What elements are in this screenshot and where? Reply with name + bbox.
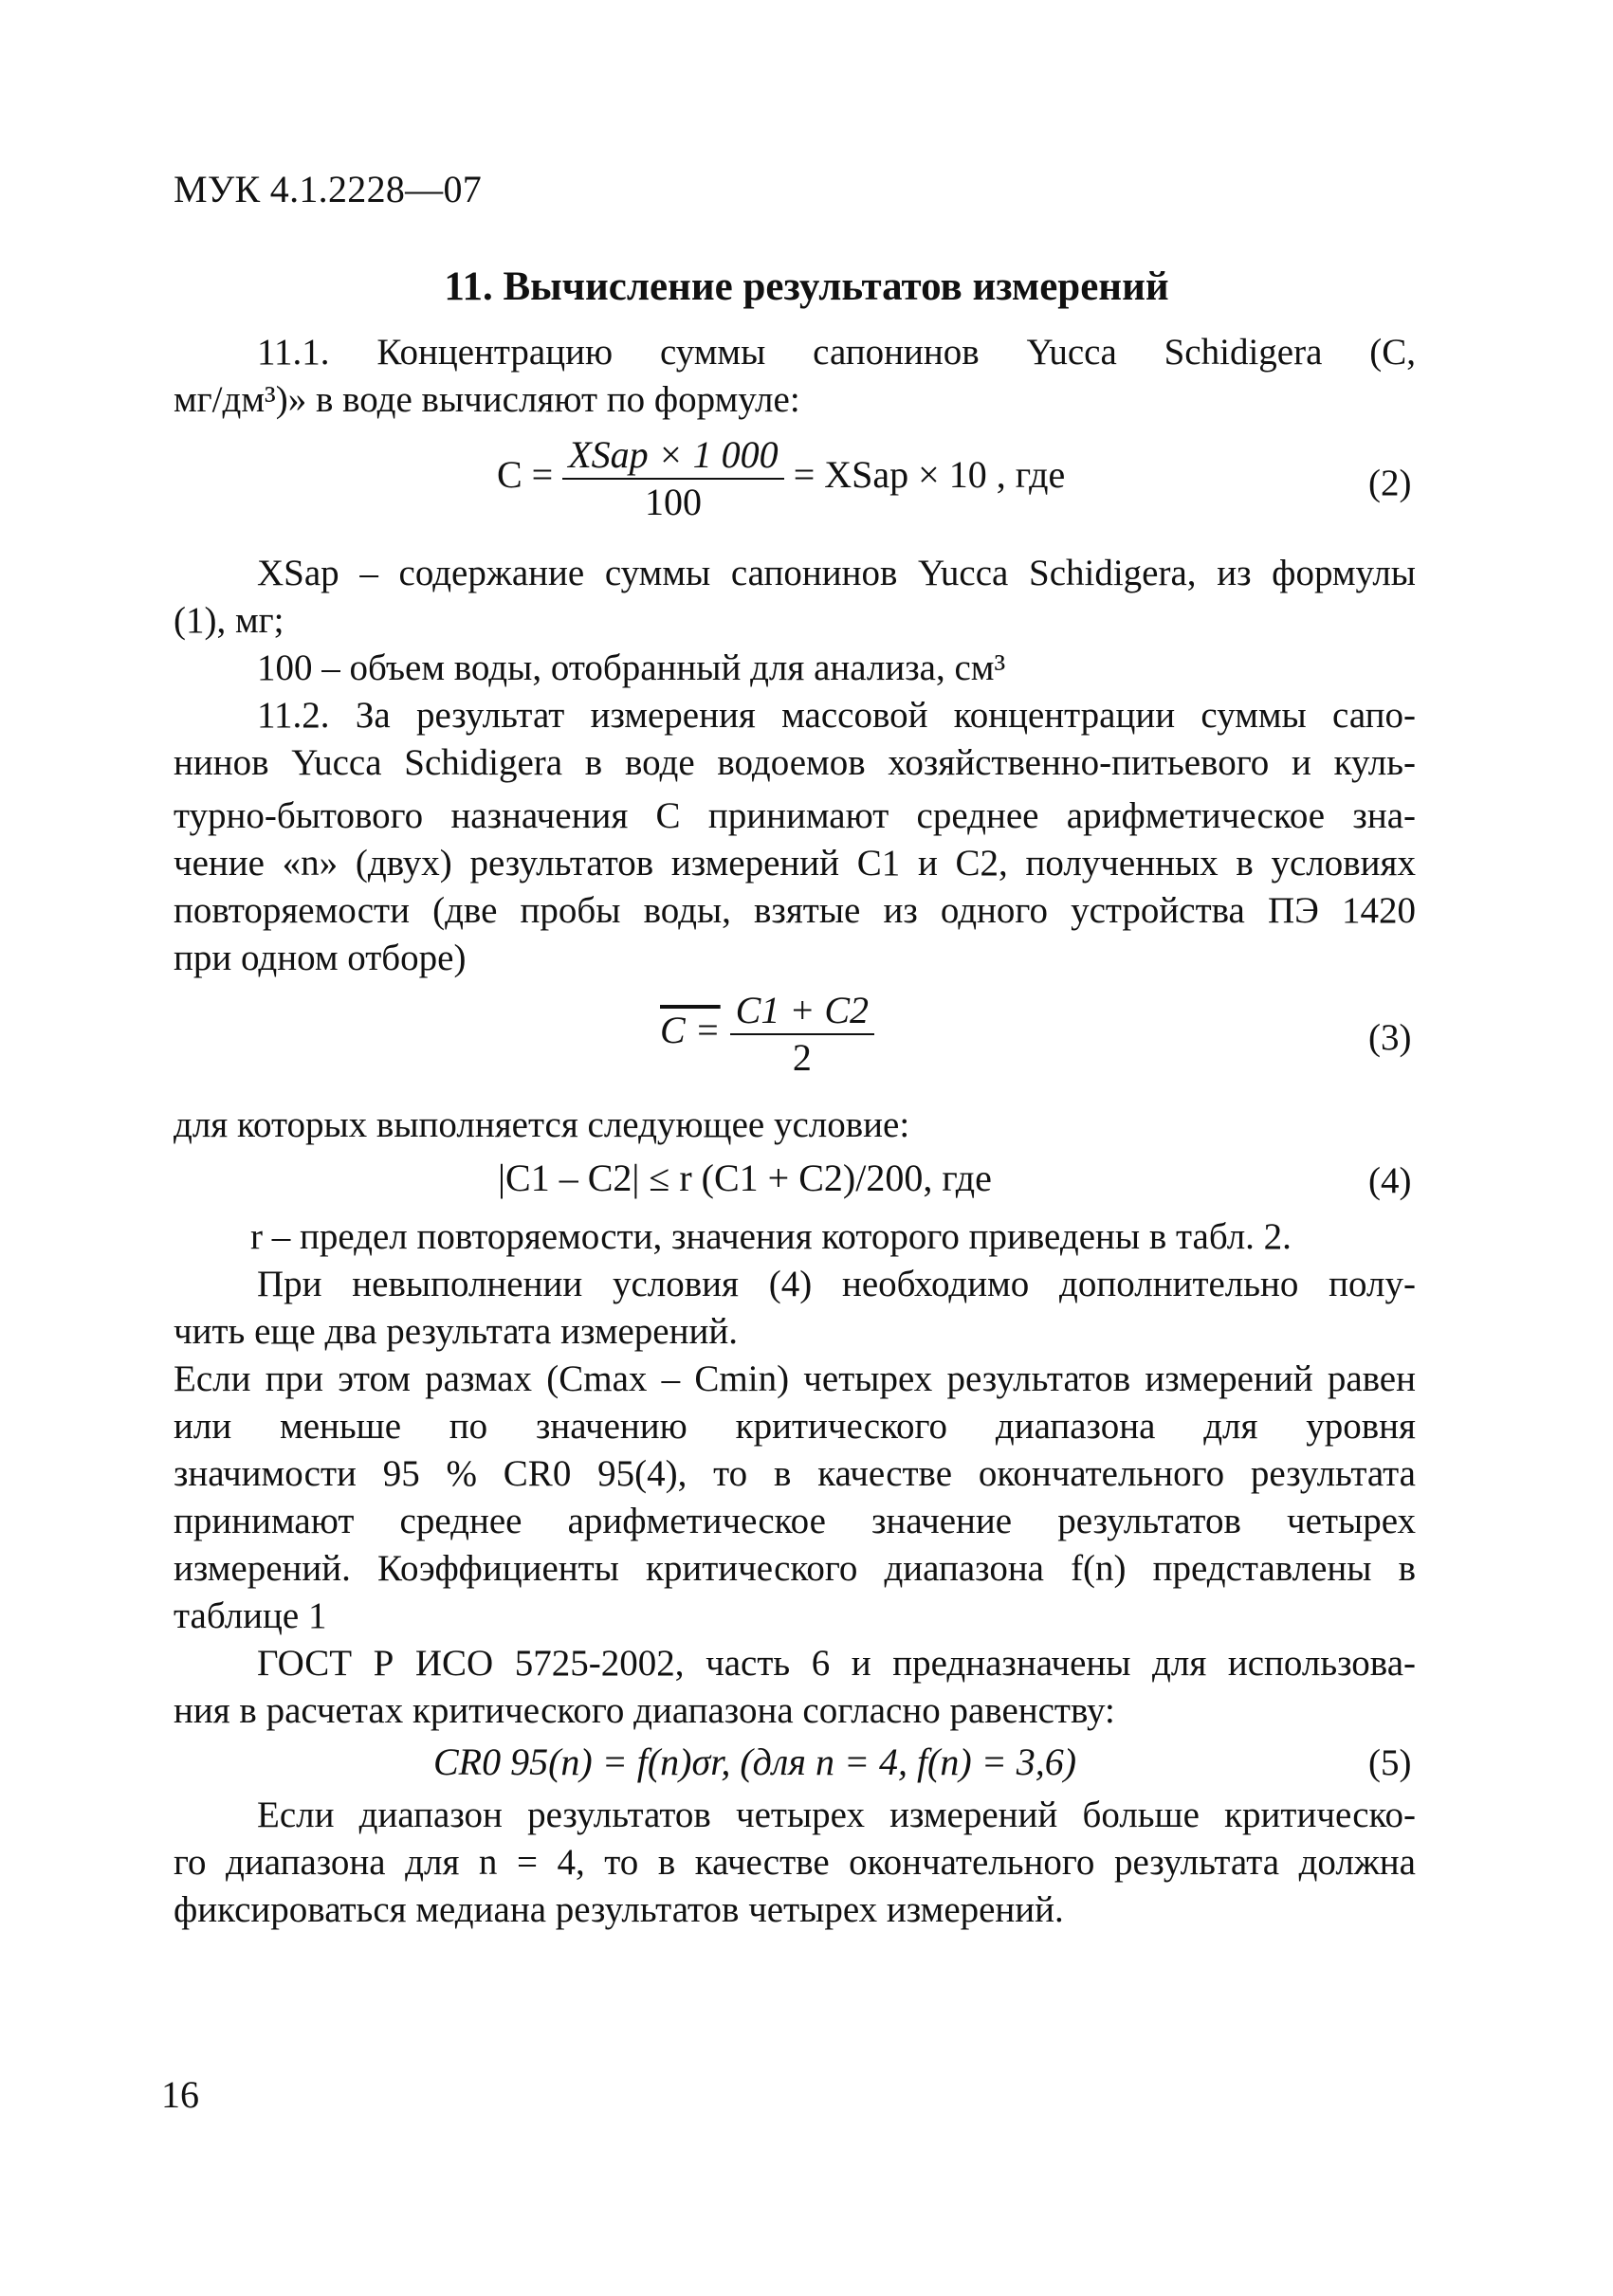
paragraph-4-line-4: принимают среднее арифметическое значение результатов четырех — [174, 1501, 1416, 1541]
formula-4-number: (4) — [1368, 1160, 1412, 1201]
formula-3-number: (3) — [1368, 1017, 1412, 1058]
paragraph-11-1-line-2: мг/дм³)» в воде вычисляют по формуле: — [174, 379, 800, 420]
paragraph-11-2-line-1: 11.2. За результат измерения массовой концентрации суммы сапо- — [257, 695, 1416, 736]
formula-2-lhs: C = — [497, 453, 554, 497]
formula-3-fraction — [730, 988, 874, 1081]
paragraph-11-1-line-1: 11.1. Концентрацию суммы сапонинов Yucca Schidigera (С, — [257, 332, 1416, 373]
formula-2-rhs: = XSap × 10 , где — [793, 453, 1066, 497]
paragraph-4-line-2: или меньше по значению критического диапазона для уровня — [174, 1406, 1416, 1447]
formula-5: CR0 95(n) = f(n)σr, (для n = 4, f(n) = 3,6) — [433, 1740, 1077, 1783]
formula-5-number: (5) — [1368, 1742, 1412, 1783]
paragraph-4-line-3: значимости 95 % CR0 95(4), то в качестве окончательного результата — [174, 1453, 1416, 1494]
formula-2-numerator: XSap × 1 000 — [568, 433, 779, 476]
formula-2-number: (2) — [1368, 463, 1412, 503]
paragraph-4-line-5: измерений. Коэффициенты критического диапазона f(n) представлены в — [174, 1548, 1416, 1589]
paragraph-6-line-1: Если диапазон результатов четырех измерений больше критическо- — [257, 1795, 1416, 1835]
paragraph-6-line-3: фиксироваться медиана результатов четырех измерений. — [174, 1889, 1064, 1930]
document-code-header: МУК 4.1.2228—07 — [174, 168, 483, 210]
paragraph-4-line-1: Если при этом размах (Cmax – Cmin) четырех результатов измерений равен — [174, 1358, 1416, 1399]
paragraph-4-line-6: таблице 1 — [174, 1595, 327, 1636]
formula-3-numerator: C1 + C2 — [735, 989, 870, 1031]
paragraph-6-line-2: го диапазона для n = 4, то в качестве окончательного результата должна — [174, 1842, 1416, 1883]
formula-2-denominator: 100 — [562, 478, 783, 525]
formula-2-fraction — [562, 432, 783, 525]
paragraph-3-line-2: чить еще два результата измерений. — [174, 1311, 738, 1352]
paragraph-11-2-line-6: при одном отборе) — [174, 938, 467, 978]
paragraph-11-2-line-4: чение «n» (двух) результатов измерений C1 и C2, полученных в условиях — [174, 843, 1416, 884]
formula-3-lhs: C = — [660, 1009, 721, 1052]
paragraph-11-2-line-2: нинов Yucca Schidigera в воде водоемов хозяйственно-питьевого и куль- — [174, 742, 1416, 783]
paragraph-11-2-line-3: турно-бытового назначения C принимают среднее арифметическое зна- — [174, 795, 1416, 836]
paragraph-5-line-1: ГОСТ Р ИСО 5725-2002, часть 6 и предназначены для использова- — [257, 1643, 1416, 1684]
paragraph-11-2-line-5: повторяемости (две пробы воды, взятые из одного устройства ПЭ 1420 — [174, 890, 1416, 931]
definition-r-line: r – предел повторяемости, значения которого приведены в табл. 2. — [250, 1216, 1292, 1257]
condition-intro-line: для которых выполняется следующее условие: — [174, 1104, 910, 1145]
definition-100-line: 100 – объем воды, отобранный для анализа, см³ — [257, 647, 1006, 688]
formula-2 — [497, 432, 1065, 525]
formula-3 — [660, 988, 874, 1081]
page-number: 16 — [161, 2073, 199, 2116]
definition-xsap-line-1: XSap – содержание суммы сапонинов Yucca Schidigera, из формулы — [257, 553, 1416, 593]
formula-3-denominator: 2 — [730, 1033, 874, 1081]
section-title: 11. Вычисление результатов измерений — [444, 264, 1169, 309]
paragraph-5-line-2: ния в расчетах критического диапазона согласно равенству: — [174, 1690, 1115, 1731]
definition-xsap-line-2: (1), мг; — [174, 600, 284, 641]
formula-4: |C1 – C2| ≤ r (C1 + C2)/200, где — [498, 1157, 992, 1199]
paragraph-3-line-1: При невыполнении условия (4) необходимо дополнительно полу- — [257, 1264, 1416, 1304]
